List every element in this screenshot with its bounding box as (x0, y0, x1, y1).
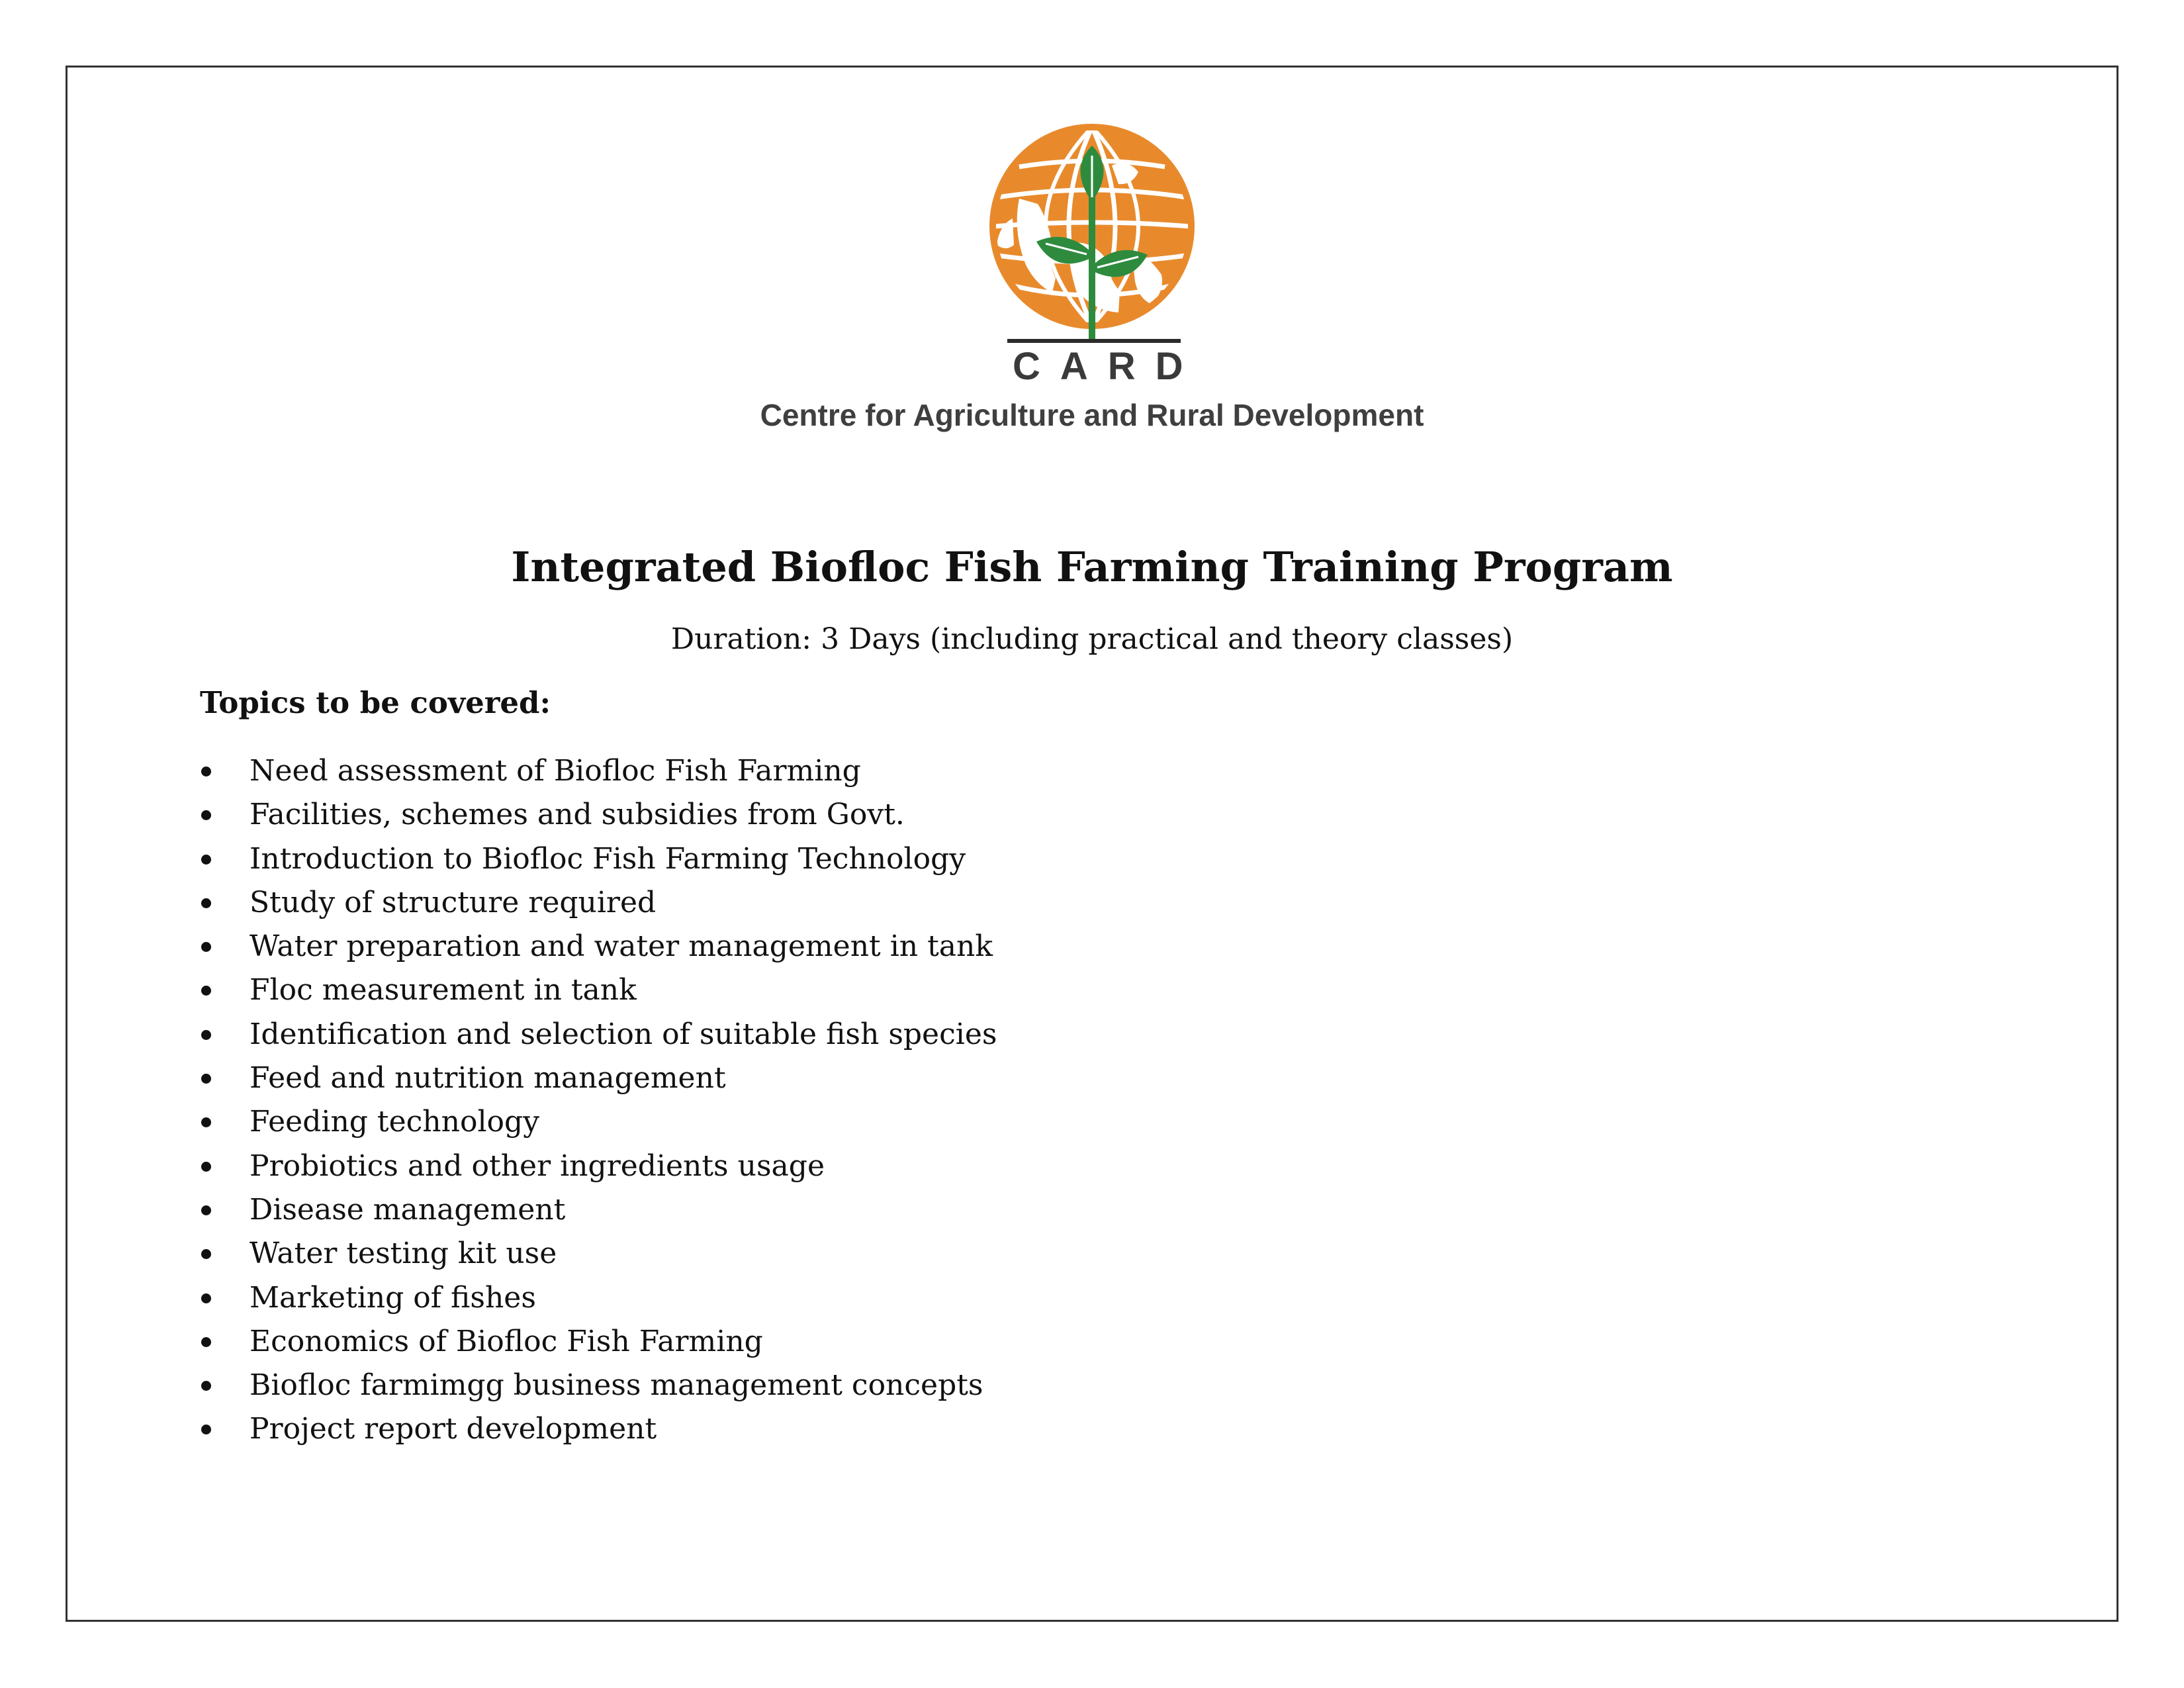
topic-item (200, 1232, 997, 1276)
topic-label: Project report development (250, 1412, 657, 1446)
topic-item (200, 837, 997, 881)
bullet-icon (201, 986, 211, 996)
topic-label: Disease management (250, 1192, 566, 1227)
bullet-icon (201, 1249, 211, 1259)
topic-label: Economics of Biofloc Fish Farming (250, 1324, 763, 1358)
topic-label: Need assessment of Biofloc Fish Farming (250, 754, 861, 788)
organization-name: Centre for Agriculture and Rural Development (760, 398, 1424, 432)
topic-item (200, 1145, 997, 1188)
bullet-icon (201, 1425, 211, 1434)
topic-item (200, 1407, 997, 1451)
topic-item (200, 1056, 997, 1100)
topic-item (200, 1188, 997, 1232)
topic-label: Probiotics and other ingredients usage (250, 1149, 825, 1183)
topic-label: Study of structure required (250, 885, 657, 919)
topic-item (200, 749, 997, 793)
topic-label: Identification and selection of suitable fish species (250, 1017, 997, 1051)
bullet-icon (201, 942, 211, 952)
topics-heading: Topics to be covered: (200, 685, 551, 720)
topic-item (200, 881, 997, 925)
topic-item (200, 925, 997, 968)
duration-text: Duration: 3 Days (including practical and theory classes) (670, 622, 1514, 656)
topic-label: Floc measurement in tank (250, 973, 637, 1008)
topic-label: Introduction to Biofloc Fish Farming Technology (250, 841, 966, 876)
topic-label: Marketing of fishes (250, 1280, 536, 1315)
bullet-icon (201, 898, 211, 908)
topic-label: Feeding technology (250, 1105, 540, 1139)
bullet-icon (201, 1205, 211, 1215)
topic-item (200, 1013, 997, 1056)
card-logo (662, 113, 1522, 457)
topic-label: Facilities, schemes and subsidies from Govt. (250, 798, 905, 832)
globe-with-sprout-logo-icon (973, 119, 1211, 344)
topic-item (200, 968, 997, 1012)
topic-label: Feed and nutrition management (250, 1061, 726, 1096)
topic-item (200, 1364, 997, 1407)
topic-item (200, 1276, 997, 1320)
bullet-icon (201, 767, 211, 776)
bullet-icon (201, 810, 211, 820)
topics-list (200, 749, 997, 1452)
bullet-icon (201, 1074, 211, 1084)
topic-label: Water testing kit use (250, 1237, 557, 1271)
bullet-icon (201, 855, 211, 865)
topic-item (200, 1100, 997, 1144)
bullet-icon (201, 1381, 211, 1391)
document-title: Integrated Biofloc Fish Farming Training Program (511, 543, 1673, 591)
topic-item (200, 1320, 997, 1364)
topic-label: Biofloc farmimgg business management concepts (250, 1368, 983, 1403)
logo-divider (1007, 339, 1181, 343)
topic-item (200, 793, 997, 837)
bullet-icon (201, 1337, 211, 1347)
bullet-icon (201, 1293, 211, 1303)
bullet-icon (201, 1162, 211, 1172)
logo-acronym: CARD (1013, 345, 1203, 388)
bullet-icon (201, 1117, 211, 1127)
bullet-icon (201, 1030, 211, 1040)
topic-label: Water preparation and water management in tank (250, 929, 993, 964)
